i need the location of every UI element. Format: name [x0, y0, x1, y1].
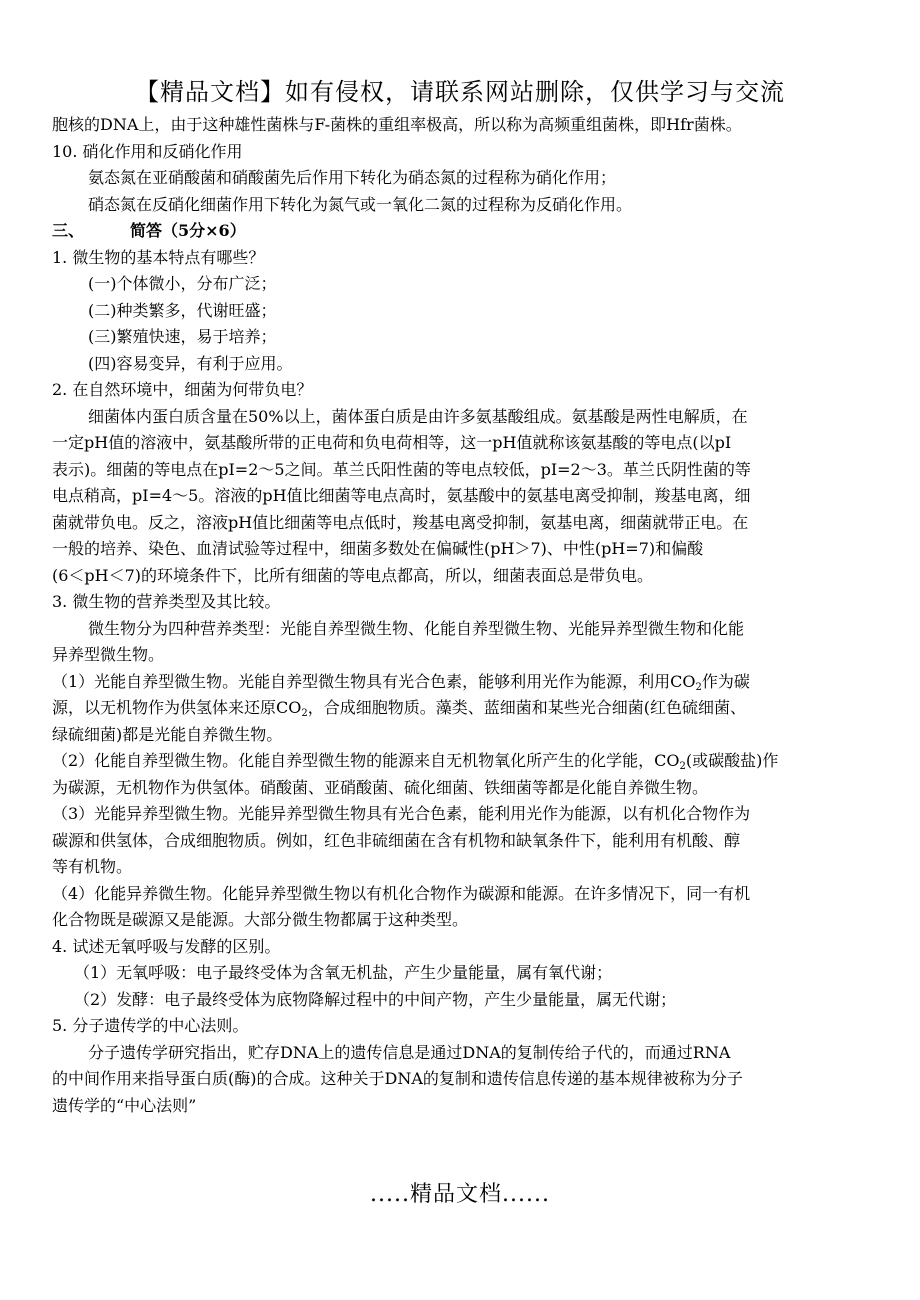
- question-3-title: 3. 微生物的营养类型及其比较。: [52, 592, 281, 611]
- section-3-heading: [52, 218, 868, 245]
- question-3-point-1-line: 源，以无机物作为供氢体来还原$CO_2$，合成细胞物质。藻类、蓝细菌和某些光合细菌(红色硫细菌、: [52, 698, 746, 719]
- question-3-point-2-line: （2）化能自养型微生物。化能自养型微生物的能源来自无机物氧化所产生的化学能，$CO_2$(或碳酸盐)作: [52, 751, 779, 772]
- question-10-answer-line: 硝态氮在反硝化细菌作用下转化为氮气或一氧化二氮的过程称为反硝化作用。: [88, 194, 633, 214]
- subscript-2: 2: [679, 761, 686, 772]
- question-2-answer-line: 菌就带负电。反之，溶液pH值比细菌等电点低时，羧基电离受抑制，氨基电离，细菌就带正电。在: [52, 512, 749, 532]
- question-5-title: 5. 分子遗传学的中心法则。: [52, 1016, 249, 1035]
- question-2-answer-line: 一定pH值的溶液中，氨基酸所带的正电荷和负电荷相等，这一pH值就称该氨基酸的等电点(以pI: [52, 433, 732, 452]
- question-3-point-2-line: 为碳源，无机物作为供氢体。硝酸菌、亚硝酸菌、硫化细菌、铁细菌等都是化能自养微生物。: [52, 777, 709, 797]
- question-5-answer-line: 遗传学的“中心法则”: [52, 1095, 197, 1115]
- subscript-2: 2: [695, 681, 702, 693]
- question-4-answer-line: （2）发酵：电子最终受体为底物降解过程中的中间产物，产生少量能量，属无代谢；: [74, 989, 677, 1009]
- section-3-number: 三、: [52, 221, 85, 240]
- question-2-answer-line: 表示)。细菌的等电点在pI=2～5之间。革兰氏阳性菌的等电点较低，pI=2～3。革兰氏阴性菌的等: [52, 459, 751, 479]
- question-3-point-3-line: 碳源和供氢体，合成细胞物质。例如，红色非硫细菌在含有机物和缺氧条件下，能利用有机酸、醇: [52, 830, 741, 850]
- question-3-point-3-line: （3）光能异养型微生物。光能异养型微生物具有光合色素，能利用光作为能源，以有机化合物作为: [52, 804, 751, 823]
- section-3-title: 简答（5分×6）: [130, 221, 246, 240]
- continued-paragraph: 胞核的DNA上，由于这种雄性菌株与F-菌株的重组率极高，所以称为高频重组菌株，即Hfr菌株。: [52, 115, 742, 134]
- question-2-answer-line: (6＜pH＜7)的环境条件下，比所有细菌的等电点都高，所以，细菌表面总是带负电。: [52, 565, 654, 585]
- question-3-point-1-line: （1）光能自养型微生物。光能自养型微生物具有光合色素，能够利用光作为能源，利用$CO_2$作为碳: [52, 671, 750, 693]
- question-3-point-3-line: 等有机物。: [52, 857, 133, 876]
- question-5-answer-line: 分子遗传学研究指出，贮存DNA上的遗传信息是通过DNA的复制传给子代的，而通过RNA: [88, 1042, 731, 1062]
- question-1-title: 1. 微生物的基本特点有哪些？: [52, 247, 265, 267]
- question-3-answer-line: 微生物分为四种营养类型：光能自养型微生物、化能自养型微生物、光能异养型微生物和化能: [88, 618, 745, 638]
- question-2-answer-line: 细菌体内蛋白质含量在50%以上，菌体蛋白质是由许多氨基酸组成。氨基酸是两性电解质，在: [88, 406, 748, 426]
- question-3-answer-line: 异养型微生物。: [52, 645, 165, 664]
- question-2-title: 2. 在自然环境中，细菌为何带负电？: [52, 380, 313, 399]
- question-3-point-1-line: 绿硫细菌)都是光能自养微生物。: [52, 724, 283, 744]
- question-5-answer-line: 的中间作用来指导蛋白质(酶)的合成。这种关于DNA的复制和遗传信息传递的基本规律被称为分子: [52, 1069, 743, 1088]
- question-2-answer-line: 电点稍高，pI=4～5。溶液的pH值比细菌等电点高时，氨基酸中的氨基电离受抑制，羧基电离，细: [52, 486, 751, 505]
- question-1-item: (四)容易变异，有利于应用。: [88, 353, 293, 373]
- question-4-title: 4. 试述无氧呼吸与发酵的区别。: [52, 936, 281, 956]
- question-2-answer-line: 一般的培养、染色、血清试验等过程中，细菌多数处在偏碱性(pH＞7)、中性(pH=7)和偏酸: [52, 539, 704, 558]
- question-1-item: (一)个体微小，分布广泛；: [88, 274, 277, 293]
- question-1-item: (三)繁殖快速，易于培养；: [88, 327, 277, 346]
- document-body: [52, 112, 868, 1119]
- question-10-answer-line: 氨态氮在亚硝酸菌和硝酸菌先后作用下转化为硝态氮的过程称为硝化作用；: [88, 168, 617, 187]
- question-1-item: (二)种类繁多，代谢旺盛；: [88, 300, 277, 320]
- question-3-point-4-line: 化合物既是碳源又是能源。大部分微生物都属于这种类型。: [52, 910, 469, 929]
- subscript-2: 2: [301, 708, 308, 719]
- question-3-point-4-line: （4）化能异养微生物。化能异养型微生物以有机化合物作为碳源和能源。在许多情况下，同一有机: [52, 883, 751, 903]
- page-footer-watermark: .....精品文档......: [370, 1182, 550, 1207]
- question-10-title: 10. 硝化作用和反硝化作用: [52, 141, 243, 161]
- page-header-watermark: 【精品文档】如有侵权，请联系网站删除，仅供学习与交流: [135, 78, 785, 106]
- question-4-answer-line: （1）无氧呼吸：电子最终受体为含氧无机盐，产生少量能量，属有氧代谢；: [74, 963, 613, 982]
